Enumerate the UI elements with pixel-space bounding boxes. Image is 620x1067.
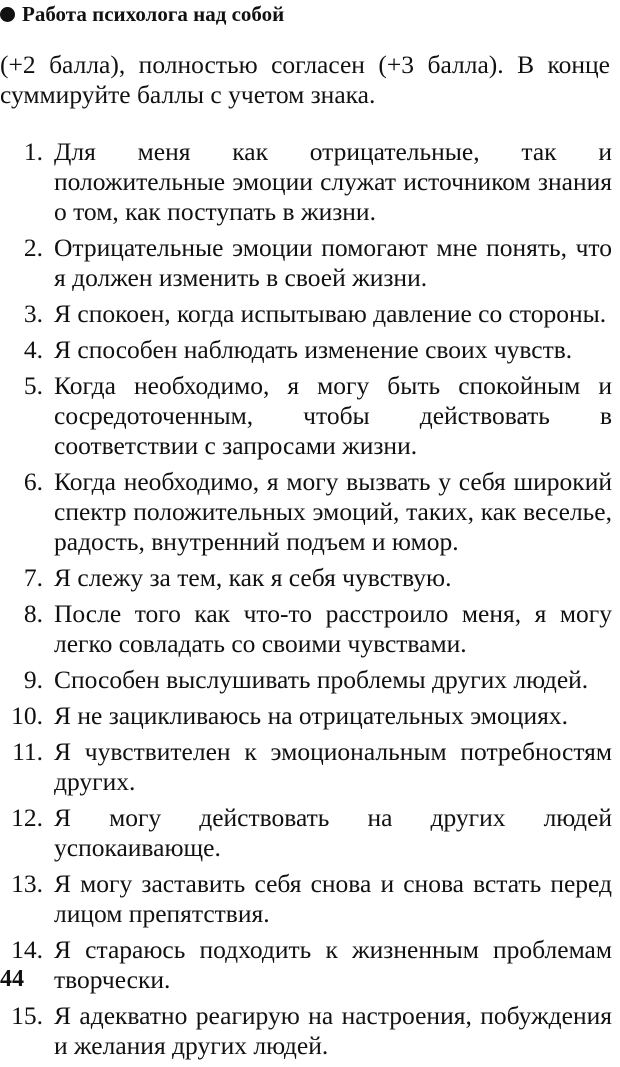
item-number: 13. <box>11 869 43 898</box>
item-text: Я слежу за тем, как я себя чувствую. <box>54 563 452 592</box>
item-text: Я могу действовать на других людей успокаивающе. <box>54 803 612 862</box>
item-number: 8. <box>23 599 43 628</box>
item-text: Отрицательные эмоции помогают мне понять, что я должен изменить в своей жизни. <box>54 233 612 292</box>
item-number: 12. <box>11 803 43 832</box>
page-number: 44 <box>0 966 24 992</box>
item-text: Для меня как отрицательные, так и положительные эмоции служат источником знания о том, как поступать в жизни. <box>54 137 612 226</box>
list-item <box>0 137 612 227</box>
item-text: Я не зацикливаюсь на отрицательных эмоциях. <box>54 701 568 730</box>
item-number: 4. <box>23 335 43 364</box>
item-number: 14. <box>11 935 43 964</box>
list-item <box>0 371 612 461</box>
list-item <box>0 299 612 329</box>
item-number: 5. <box>23 371 43 400</box>
list-item <box>0 467 612 557</box>
item-text: Я стараюсь подходить к жизненным проблемам творчески. <box>54 935 612 994</box>
list-item <box>0 803 612 863</box>
item-number: 1. <box>23 137 43 166</box>
item-number: 10. <box>11 701 43 730</box>
item-number: 6. <box>23 467 43 496</box>
item-number: 15. <box>11 1001 43 1030</box>
running-header <box>0 0 284 28</box>
item-number: 9. <box>23 665 43 694</box>
item-text: Я способен наблюдать изменение своих чувств. <box>54 335 573 364</box>
list-item <box>0 233 612 293</box>
list-item <box>0 1001 612 1061</box>
list-item <box>0 599 612 659</box>
item-number: 7. <box>23 563 43 592</box>
item-text: Я спокоен, когда испытываю давление со стороны. <box>54 299 607 328</box>
list-item <box>0 935 612 995</box>
running-title: Работа психолога над собой <box>22 1 285 26</box>
item-number: 2. <box>23 233 43 262</box>
intro-paragraph: (+2 балла), полностью согласен (+3 балла). В конце суммируйте баллы с учетом знака. <box>0 50 610 109</box>
item-text: Когда необходимо, я могу быть спокойным и сосредоточенным, чтобы действовать в соответствии с запросами жизни. <box>54 371 612 460</box>
item-text: Способен выслушивать проблемы других людей. <box>54 665 589 694</box>
list-item <box>0 737 612 797</box>
list-item <box>0 665 612 695</box>
item-text: Когда необходимо, я могу вызвать у себя широкий спектр положительных эмоций, таких, как веселье, радость, внутренний подъем и юмор. <box>54 467 612 556</box>
item-text: Я адекватно реагирую на настроения, побуждения и желания других людей. <box>54 1001 612 1060</box>
bullet-icon <box>0 7 15 22</box>
item-text: Я чувствителен к эмоциональным потребностям других. <box>54 737 612 796</box>
questionnaire-list <box>0 137 612 1067</box>
list-item <box>0 335 612 365</box>
item-number: 3. <box>23 299 43 328</box>
item-number: 11. <box>12 737 43 766</box>
list-item <box>0 701 612 731</box>
list-item <box>0 563 612 593</box>
list-item <box>0 869 612 929</box>
item-text: После того как что-то расстроило меня, я могу легко совладать со своими чувствами. <box>54 599 612 658</box>
item-text: Я могу заставить себя снова и снова встать перед лицом препятствия. <box>54 869 612 928</box>
